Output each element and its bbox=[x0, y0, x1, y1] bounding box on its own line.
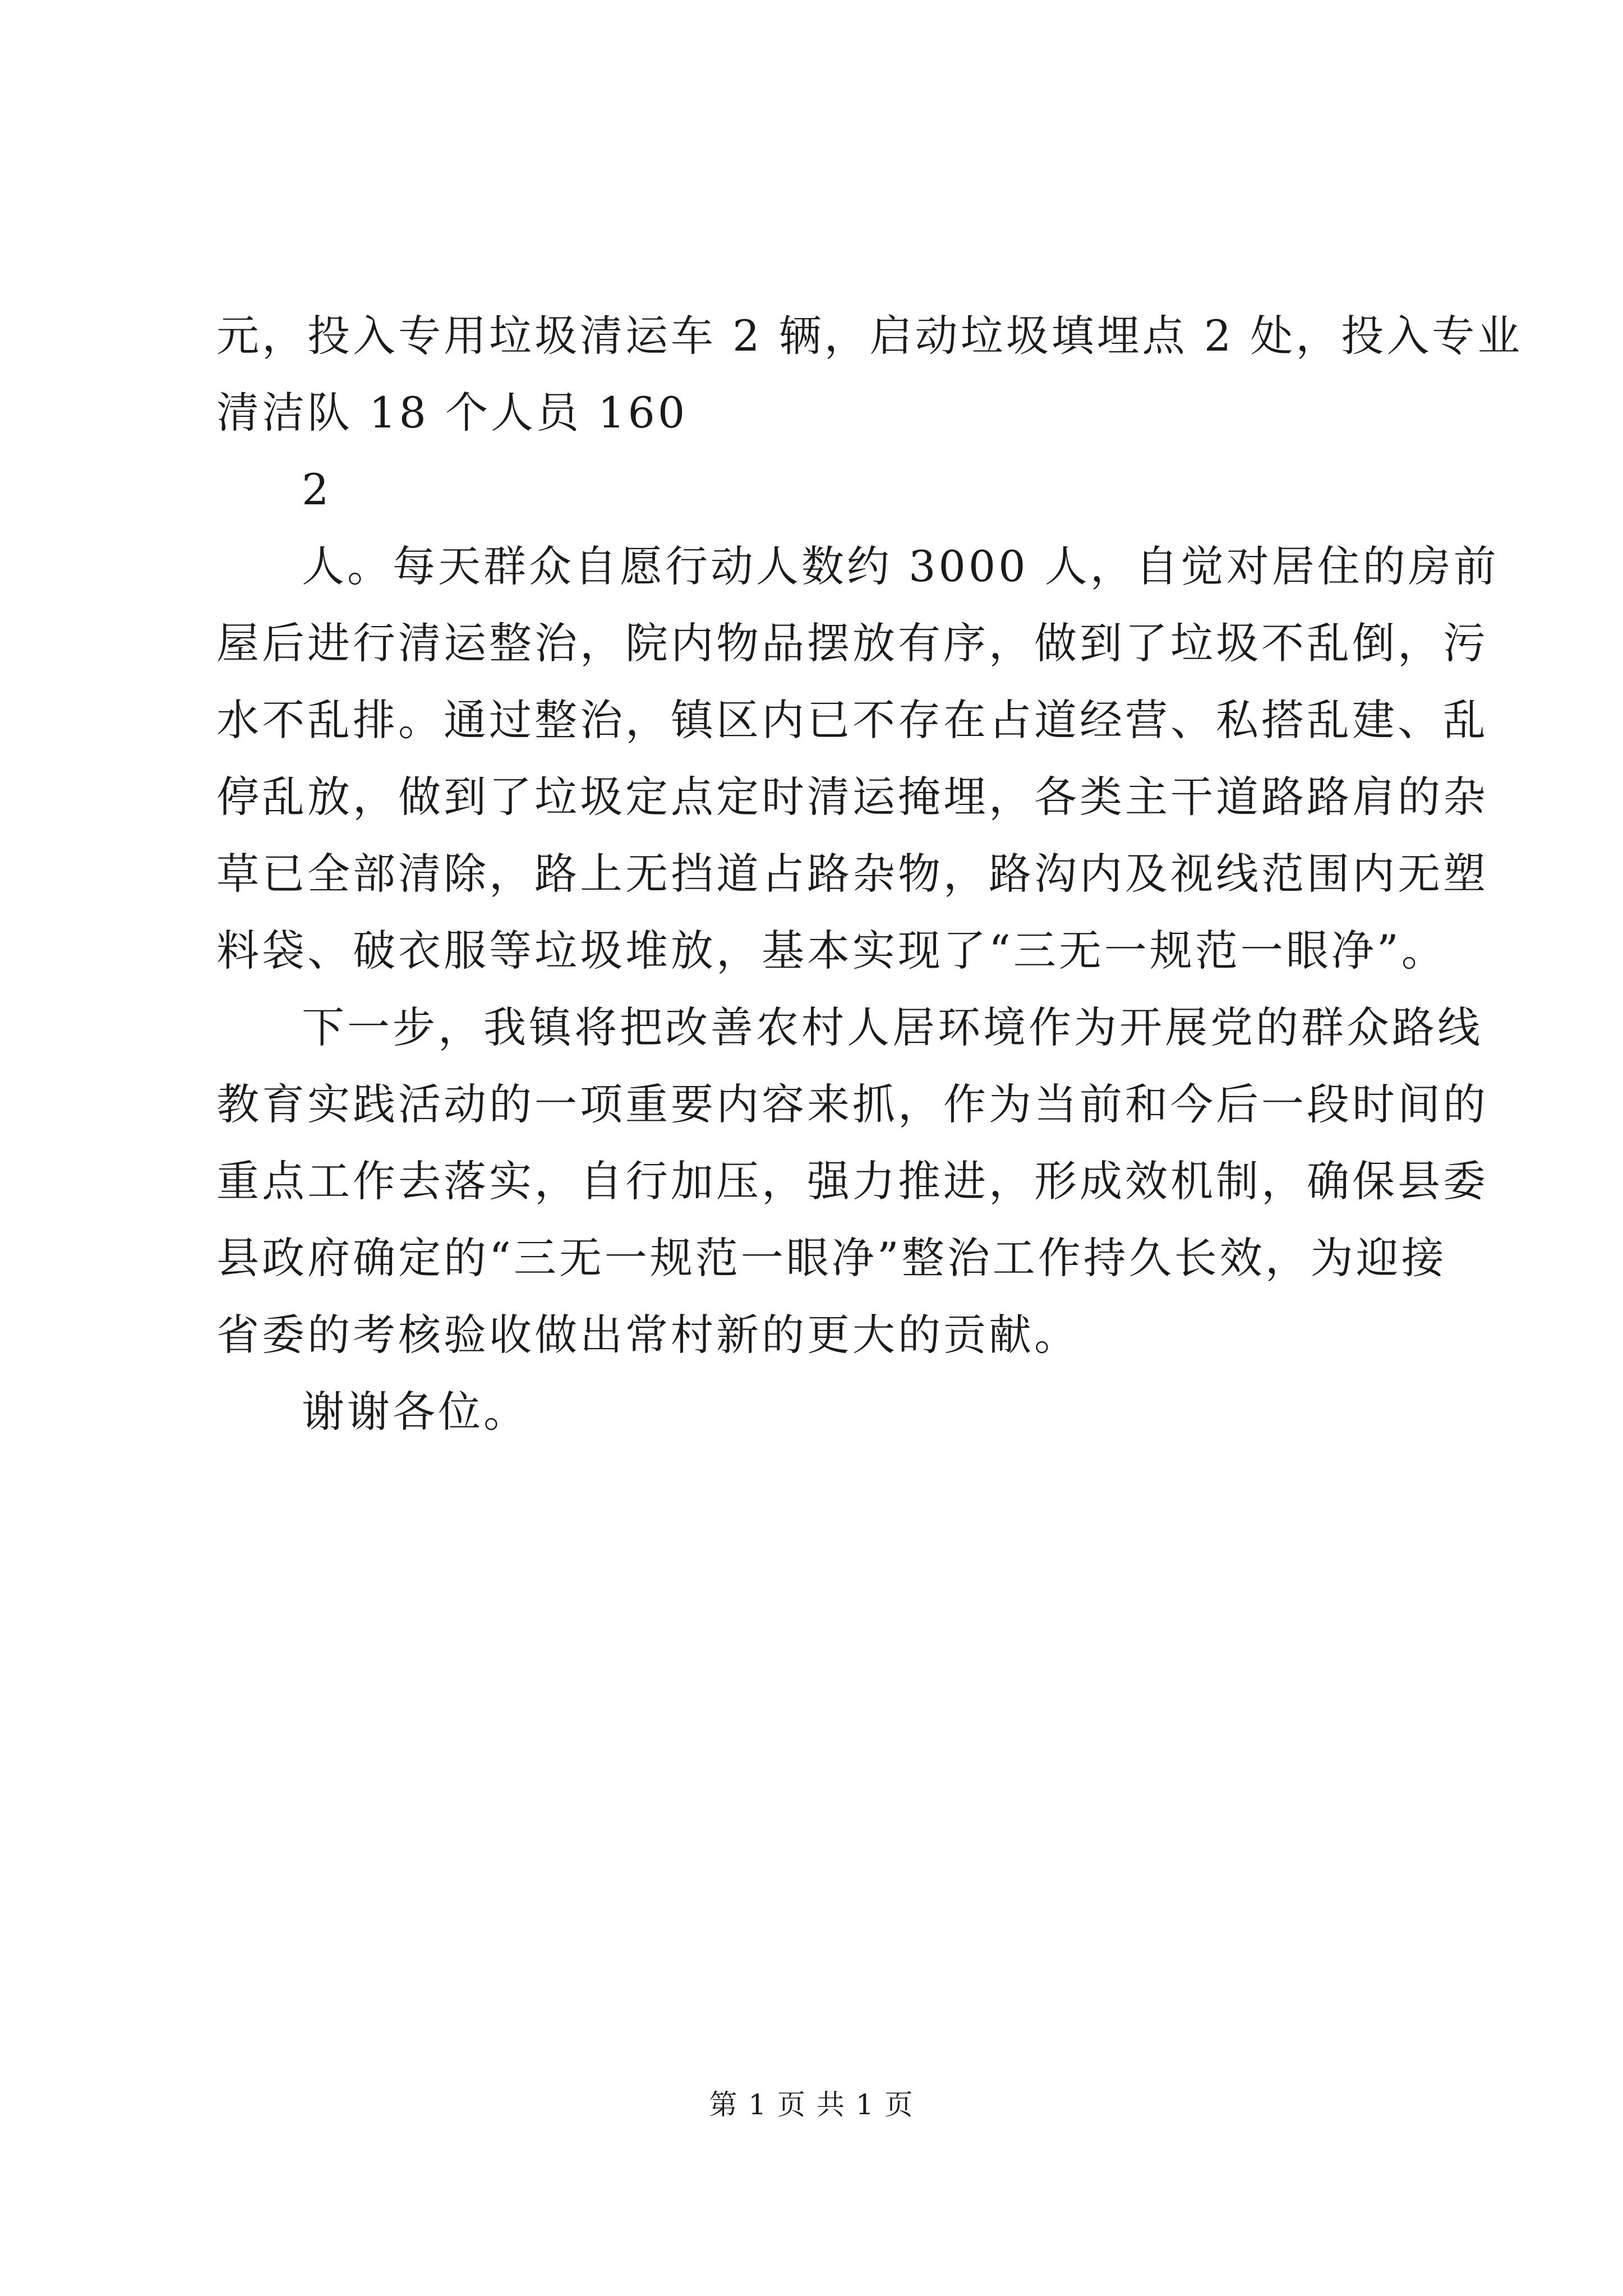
text-line: 清洁队 18 个人员 160 bbox=[216, 388, 688, 438]
text-line: 草已全部清除，路上无挡道占路杂物，路沟内及视线范围内无塑 bbox=[216, 849, 1488, 899]
text-line: 元，投入专用垃圾清运车 2 辆，启动垃圾填埋点 2 处，投入专业 bbox=[216, 311, 1523, 361]
page-footer bbox=[0, 2088, 1623, 2122]
text-line: 省委的考核验收做出常村新的更大的贡献。 bbox=[216, 1310, 1080, 1360]
text-line: 2 bbox=[302, 464, 332, 514]
text-line: 屋后进行清运整治，院内物品摆放有序，做到了垃圾不乱倒，污 bbox=[216, 618, 1488, 668]
document-body bbox=[216, 297, 1523, 1450]
text-line: 谢谢各位。 bbox=[302, 1387, 529, 1437]
text-line: 县政府确定的“三无一规范一眼净”整治工作持久长效，为迎接 bbox=[216, 1233, 1447, 1283]
text-line: 教育实践活动的一项重要内容来抓，作为当前和今后一段时间的 bbox=[216, 1079, 1488, 1129]
text-line: 下一步，我镇将把改善农村人居环境作为开展党的群众路线 bbox=[302, 1002, 1483, 1052]
text-line: 料袋、破衣服等垃圾堆放，基本实现了“三无一规范一眼净”。 bbox=[216, 926, 1447, 976]
text-line: 人。每天群众自愿行动人数约 3000 人，自觉对居住的房前 bbox=[302, 541, 1499, 591]
text-line: 水不乱排。通过整治，镇区内已不存在占道经营、私搭乱建、乱 bbox=[216, 695, 1488, 745]
text-line: 停乱放，做到了垃圾定点定时清运掩埋，各类主干道路路肩的杂 bbox=[216, 772, 1488, 822]
page-number-label: 第 1 页 共 1 页 bbox=[709, 2088, 914, 2121]
text-line: 重点工作去落实，自行加压，强力推进，形成效机制，确保县委 bbox=[216, 1156, 1488, 1206]
